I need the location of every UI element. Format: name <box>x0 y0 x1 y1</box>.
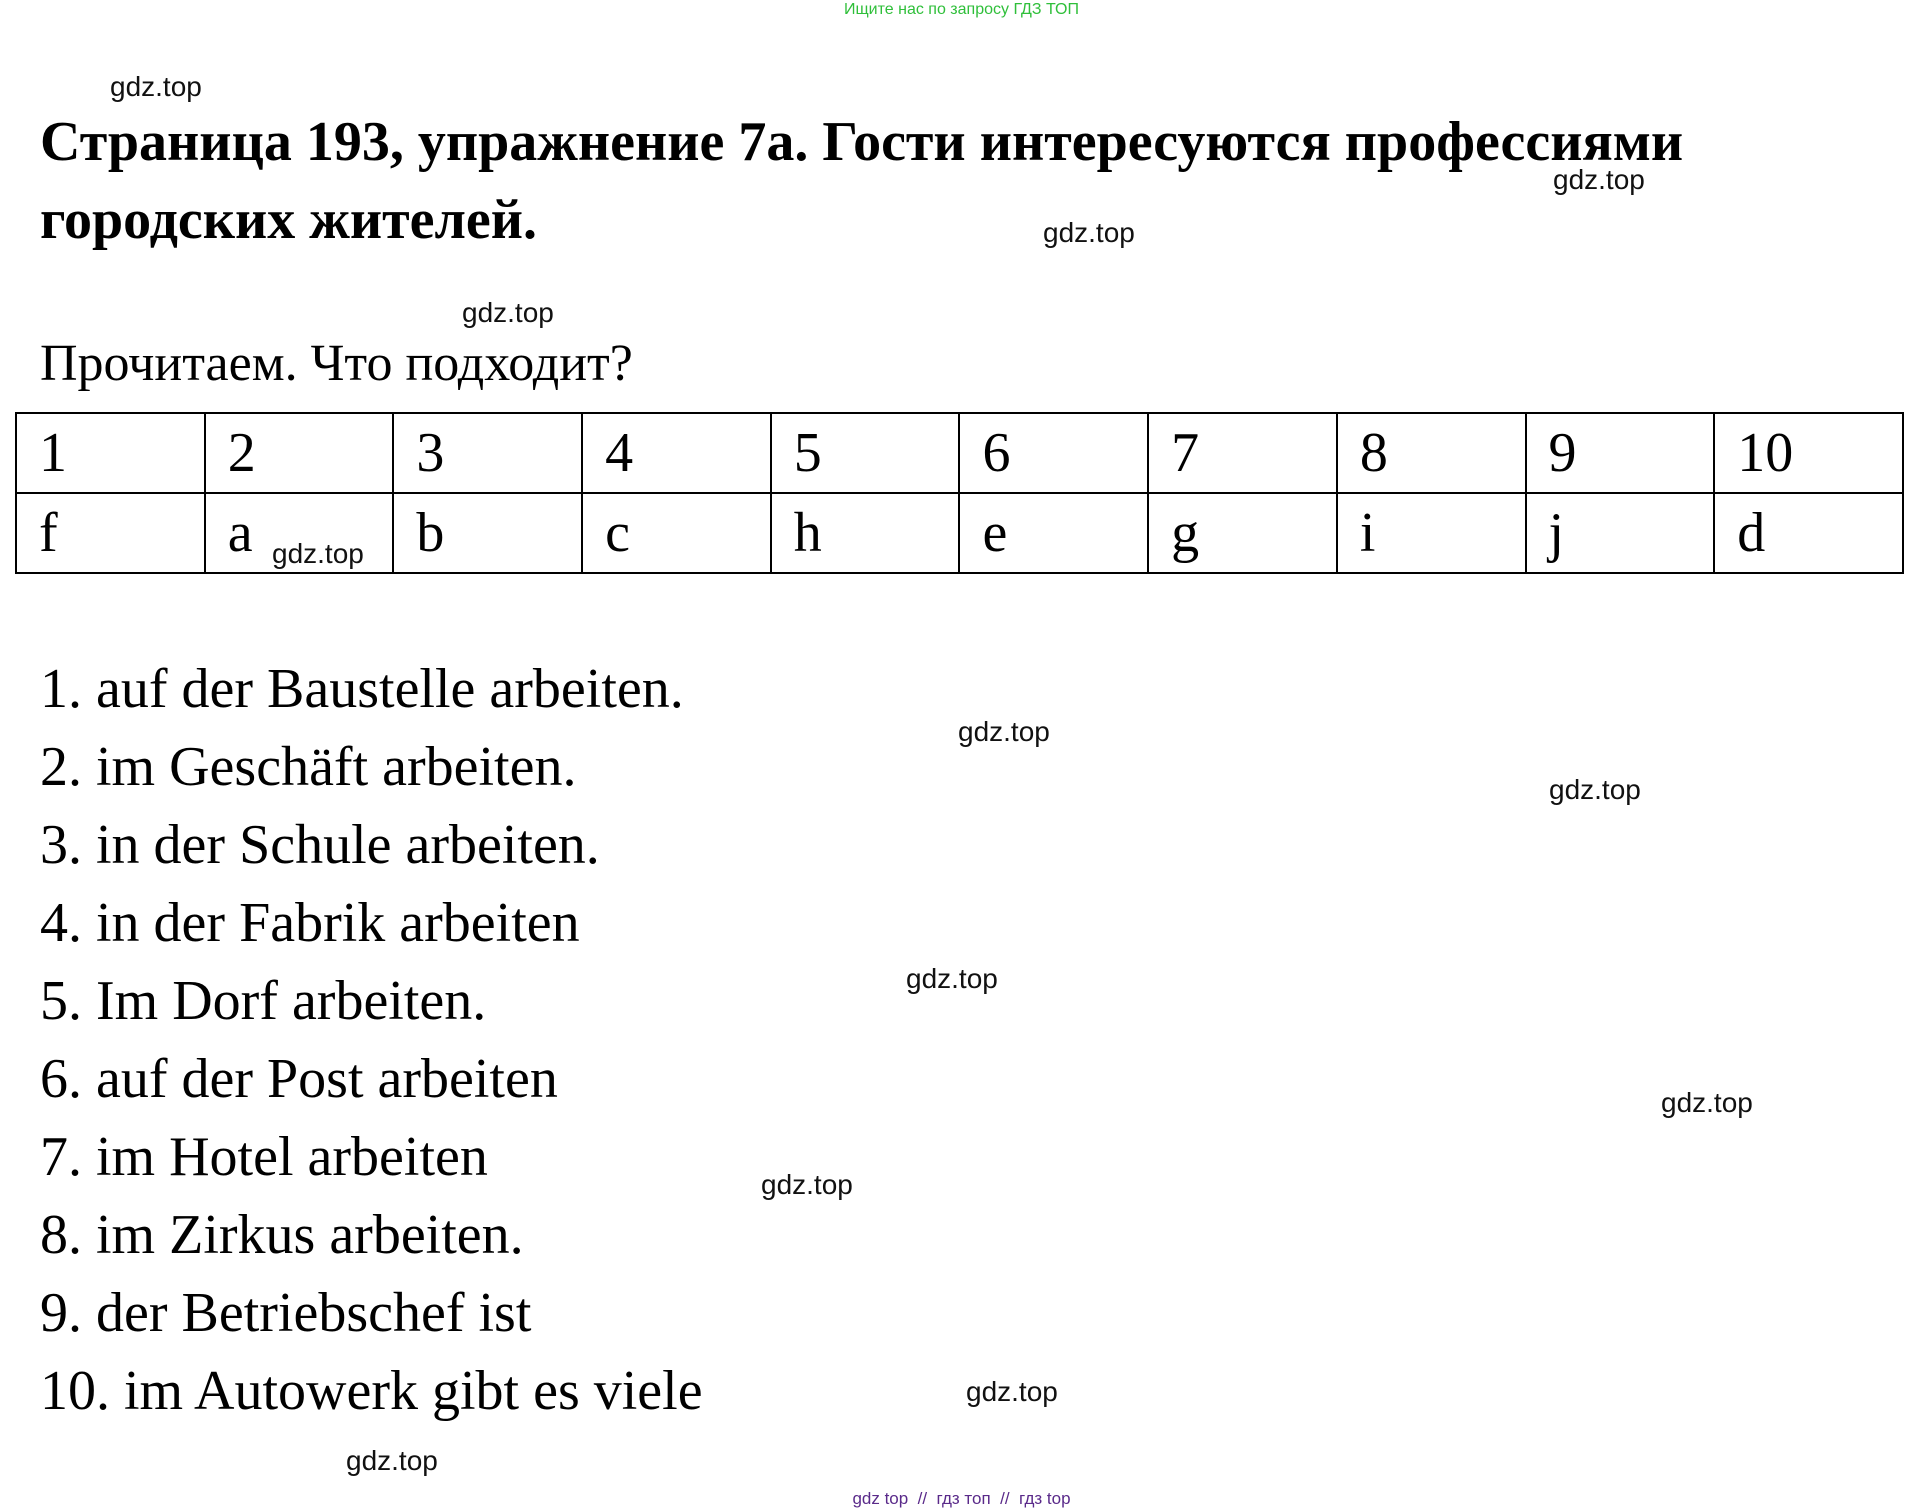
answer-table <box>15 412 1904 574</box>
list-item: 10. im Autowerk gibt es viele <box>40 1360 703 1422</box>
top-banner: Ищите нас по запросу ГДЗ ТОП <box>844 1 1079 18</box>
list-item: 2. im Geschäft arbeiten. <box>40 736 577 798</box>
table-cell-number: 2 <box>205 413 394 493</box>
table-cell-number: 1 <box>16 413 205 493</box>
table-cell-letter: g <box>1148 493 1337 573</box>
footer-links: gdz top // гдз топ // гдз top <box>852 1489 1071 1508</box>
table-cell-number: 5 <box>771 413 960 493</box>
table-cell-number: 7 <box>1148 413 1337 493</box>
numbers-row <box>16 413 1903 493</box>
table-cell-letter: h <box>771 493 960 573</box>
table-cell-letter: f <box>16 493 205 573</box>
letters-row <box>16 493 1903 573</box>
table-cell-letter: c <box>582 493 771 573</box>
watermark: gdz.top <box>110 71 202 102</box>
watermark: gdz.top <box>1549 774 1641 805</box>
table-cell-number: 3 <box>393 413 582 493</box>
watermark: gdz.top <box>966 1376 1058 1407</box>
watermark: gdz.top <box>906 963 998 994</box>
table-cell-letter: a <box>205 493 394 573</box>
table-cell-number: 6 <box>959 413 1148 493</box>
list-item: 6. auf der Post arbeiten <box>40 1048 558 1110</box>
list-item: 9. der Betriebschef ist <box>40 1282 532 1344</box>
watermark: gdz.top <box>1553 164 1645 195</box>
page-title: Страница 193, упражнение 7а. Гости интересуются профессиями городских жителей. <box>40 111 1684 251</box>
list-item: 5. Im Dorf arbeiten. <box>40 970 487 1032</box>
list-item: 8. im Zirkus arbeiten. <box>40 1204 524 1266</box>
table-cell-number: 9 <box>1526 413 1715 493</box>
watermark: gdz.top <box>1661 1087 1753 1118</box>
watermark: gdz.top <box>761 1169 853 1200</box>
table-cell-letter: e <box>959 493 1148 573</box>
table-cell-number: 10 <box>1714 413 1903 493</box>
list-item: 7. im Hotel arbeiten <box>40 1126 488 1188</box>
watermark: gdz.top <box>346 1445 438 1476</box>
table-cell-letter: i <box>1337 493 1526 573</box>
list-item: 3. in der Schule arbeiten. <box>40 814 600 876</box>
table-cell-number: 4 <box>582 413 771 493</box>
table-cell-number: 8 <box>1337 413 1526 493</box>
watermark: gdz.top <box>272 538 364 569</box>
list-item: 1. auf der Baustelle arbeiten. <box>40 658 684 720</box>
table-cell-letter: d <box>1714 493 1903 573</box>
list-item: 4. in der Fabrik arbeiten <box>40 892 580 954</box>
table-cell-letter: b <box>393 493 582 573</box>
instruction: Прочитаем. Что подходит? <box>40 335 633 392</box>
watermark: gdz.top <box>958 716 1050 747</box>
watermark: gdz.top <box>462 297 554 328</box>
sentence-list <box>40 650 703 1430</box>
watermark: gdz.top <box>1043 217 1135 248</box>
table-cell-letter: j <box>1526 493 1715 573</box>
